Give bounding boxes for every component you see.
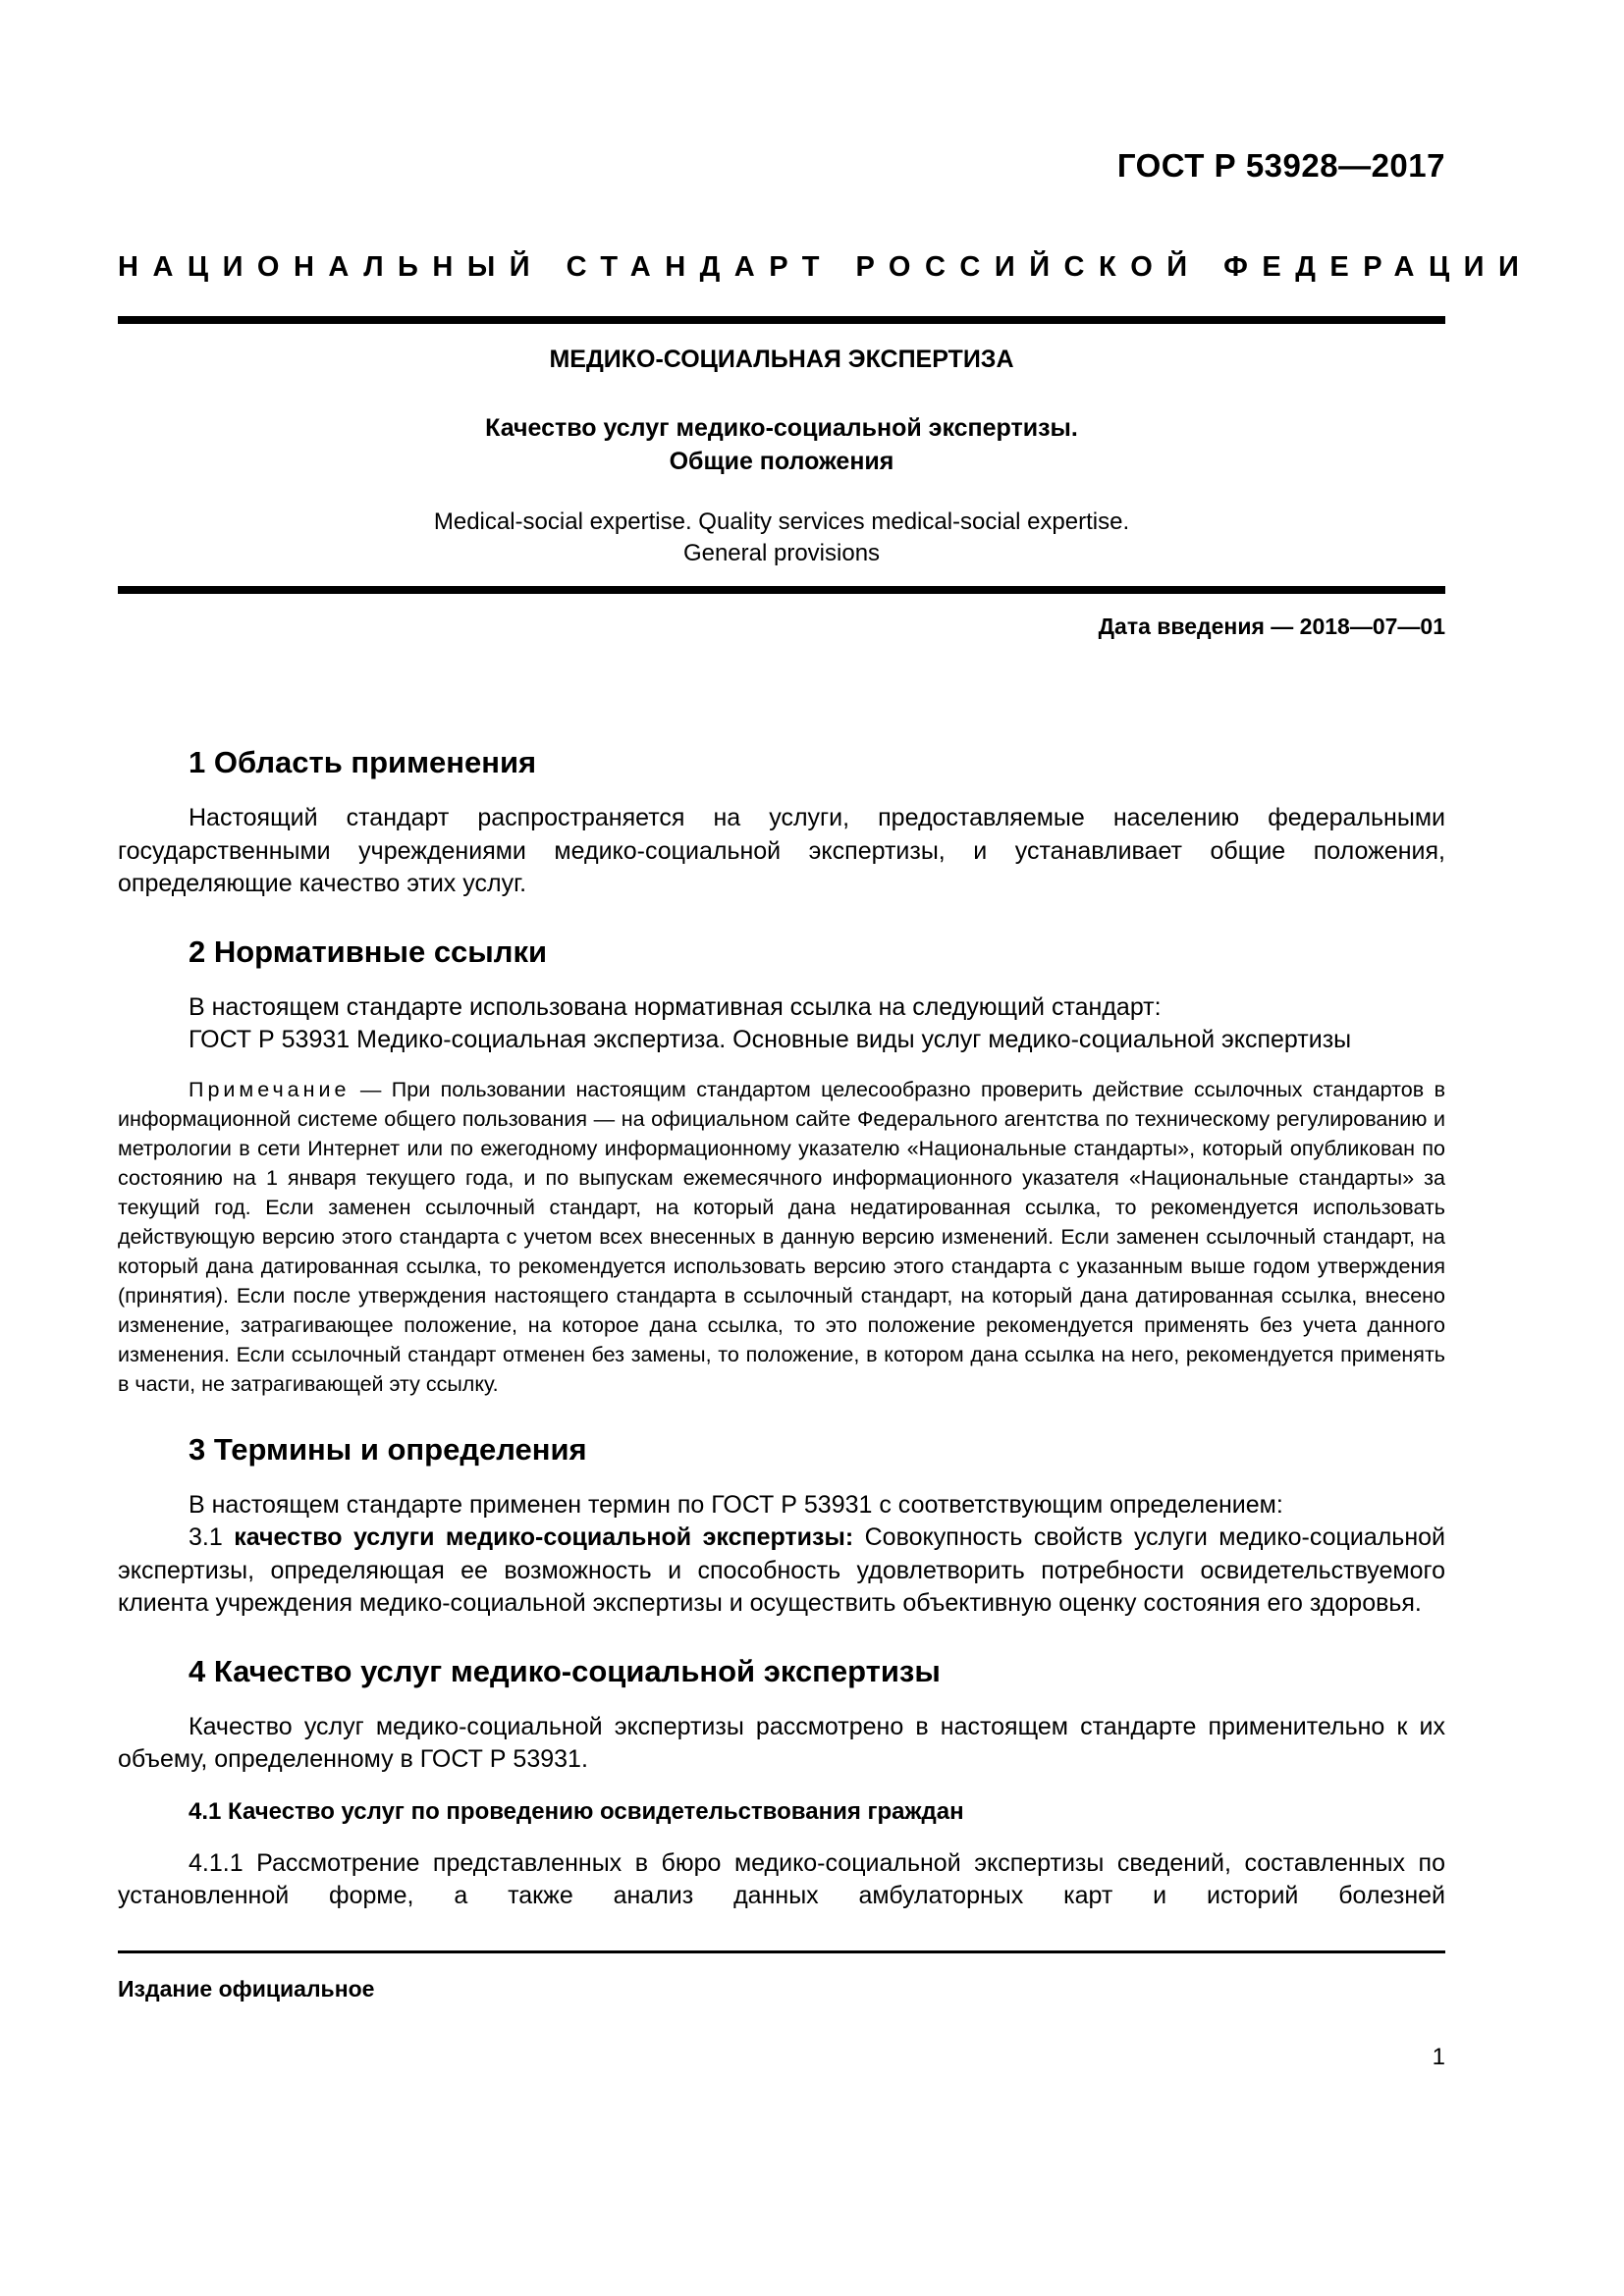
national-standard-header: НАЦИОНАЛЬНЫЙ СТАНДАРТ РОССИЙСКОЙ ФЕДЕРАЦИИ	[118, 251, 1534, 283]
english-title	[118, 507, 1445, 569]
section-3-heading: 3 Термины и определения	[189, 1431, 587, 1467]
english-title-line-1: Medical-social expertise. Quality services medical-social expertise.	[433, 508, 1130, 535]
section-4-1-heading: 4.1 Качество услуг по проведению освидетельствования граждан	[189, 1797, 964, 1825]
term: качество услуги медико-социальной экспертизы:	[234, 1523, 854, 1551]
section-4-paragraph: Качество услуг медико-социальной экспертизы рассмотрено в настоящем стандарте применительно к их объему, определенному в ГОСТ Р 53931.	[118, 1712, 1445, 1773]
section-3-definition	[118, 1522, 1445, 1621]
section-2-heading: 2 Нормативные ссылки	[189, 934, 548, 969]
section-4-heading: 4 Качество услуг медико-социальной экспертизы	[189, 1653, 941, 1688]
subtitle-line-1: Качество услуг медико-социальной экспертизы.	[485, 414, 1078, 442]
title-divider	[118, 586, 1445, 594]
section-2-reference: ГОСТ Р 53931 Медико-социальная экспертиза. Основные виды услуг медико-социальной экспертизы	[189, 1026, 1352, 1053]
section-1-paragraph: Настоящий стандарт распространяется на услуги, предоставляемые населению федеральными государственными учреждениями медико-социальной экспертизы, и устанавливает общие положения, определяющие качество этих услуг.	[118, 804, 1445, 897]
footer-divider	[118, 1950, 1445, 1953]
standard-title: МЕДИКО-СОЦИАЛЬНАЯ ЭКСПЕРТИЗА	[549, 346, 1014, 373]
note-text: — При пользовании настоящим стандартом целесообразно проверить действие ссылочных стандартов в информационной системе общего пользования — на официальном сайте Федерального агентства по техническому регулированию и метрологии в сети Интернет или по ежегодному информационному указателю «Национальные стандарты», который опубликован по состоянию на 1 января текущего года, и по выпускам ежемесячного информационного указателя «Национальные стандарты» за текущий год. Если заменен ссылочный стандарт, на который дана недатированная ссылка, то рекомендуется использовать действующую версию этого стандарта с учетом всех внесенных в данную версию изменений. Если заменен ссылочный стандарт, на который дана датированная ссылка, то рекомендуется использовать версию этого стандарта с указанным выше годом утверждения (принятия). Если после утверждения настоящего стандарта в ссылочный стандарт, на который дана датированная ссылка, внесено изменение, затрагивающее положение, на которое дана ссылка, то это положение рекомендуется применять без учета данного изменения. Если ссылочный стандарт отменен без замены, то положение, в котором дана ссылка на него, рекомендуется применять в части, не затрагивающей эту ссылку.	[118, 1077, 1445, 1396]
introduction-date: Дата введения — 2018—07—01	[1098, 614, 1445, 639]
english-title-line-2: General provisions	[682, 540, 881, 566]
section-3-paragraph: В настоящем стандарте применен термин по ГОСТ Р 53931 с соответствующим определением:	[189, 1490, 1283, 1519]
note-label: Примечание	[189, 1077, 351, 1101]
standard-subtitle	[118, 411, 1445, 478]
section-2-note	[118, 1075, 1445, 1399]
page-number: 1	[1432, 2044, 1445, 2070]
document-page	[118, 0, 1534, 2296]
subtitle-line-2: Общие положения	[669, 448, 894, 475]
section-1-heading: 1 Область применения	[189, 745, 537, 779]
term-number: 3.1	[189, 1523, 235, 1551]
section-4-1-1-paragraph: 4.1.1 Рассмотрение представленных в бюро медико-социальной экспертизы сведений, составленных по установленной форме, а также анализ данных амбулаторных карт и историй болезней	[118, 1848, 1445, 1909]
edition-label: Издание официальное	[118, 1976, 375, 2002]
document-body	[118, 741, 1445, 1913]
header-divider	[118, 316, 1445, 324]
section-2-paragraph: В настоящем стандарте использована нормативная ссылка на следующий стандарт:	[189, 992, 1162, 1021]
document-number: ГОСТ Р 53928—2017	[1116, 147, 1445, 184]
term-definition: Совокупность свойств услуги медико-социальной экспертизы, определяющая ее возможность и способность удовлетворить потребности освидетельствуемого клиента учреждения медико-социальной экспертизы и осуществить объективную оценку состояния его здоровья.	[118, 1523, 1446, 1617]
